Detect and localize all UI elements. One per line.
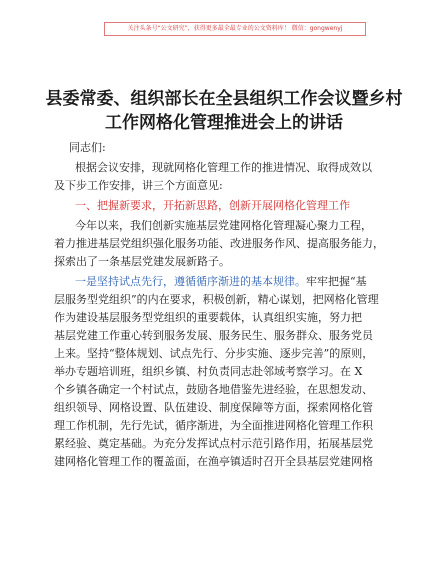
paragraph-line: 基层党建工作重心转到服务发展、服务民生、服务群众、服务党员 — [54, 329, 373, 342]
paragraph-line: 累经验、奠定基础。为充分发挥试点村示范引路作用，拓展基层党 — [54, 437, 373, 450]
paragraph-line: 探索出了一条基层党建发展新路子。 — [54, 255, 230, 268]
paragraph-text: 牢牢把握“基 — [306, 275, 367, 288]
paragraph-line: 上来。坚持“整体规划、试点先行、分步实施、逐步完善”的原则， — [54, 347, 374, 360]
salutation: 同志们: — [69, 141, 106, 154]
paragraph-line: 建网格化管理工作的覆盖面，在渔亭镇适时召开全县基层党建网格 — [54, 455, 373, 468]
paragraph-line: 个乡镇各确定一个村试点，鼓励各地借鉴先进经验，在思想发动、 — [54, 383, 373, 396]
paragraph-line: 举办专题培训班，组织乡镇、村负责同志赴邻域考察学习。在 X — [54, 365, 363, 378]
promo-banner: 关注头条号“公文研究”，获得更多最全最专业的公文资料库！ 微信：gongwenyj — [104, 22, 366, 36]
paragraph-line: 组织领导、网格设置、队伍建设、制度保障等方面，探索网格化管 — [54, 401, 373, 414]
subheading-highlight: 一是坚持试点先行，遵循循序渐进的基本规律。 — [75, 275, 306, 288]
document-title-line-1: 县委常委、组织部长在全县组织工作会议暨乡村 — [45, 89, 403, 109]
paragraph-line: 理工作机制，先行先试，循序渐进，为全面推进网格化管理工作积 — [54, 419, 373, 432]
paragraph-line: 及下步工作安排，讲三个方面意见: — [54, 179, 223, 192]
paragraph-line: 作为建设基层服务型党组织的重要载体，认真组织实施，努力把 — [54, 311, 362, 324]
paragraph-line: 根据会议安排，现就网格化管理工作的推进情况、取得成效以 — [75, 161, 372, 174]
paragraph-line: 层服务型党组织”的内在要求，积极创新，精心谋划，把网格化管理 — [54, 293, 379, 306]
section-heading: 一、把握新要求，开拓新思路，创新开展网格化管理工作 — [75, 199, 350, 212]
paragraph-line — [75, 274, 415, 290]
paragraph-line: 着力推进基层党组织强化服务功能、改进服务作风、提高服务能力， — [54, 237, 384, 250]
document-title-line-2: 工作网格化管理推进会上的讲话 — [105, 113, 343, 133]
paragraph-line: 今年以来，我们创新实施基层党建网格化管理凝心聚力工程， — [75, 219, 372, 232]
